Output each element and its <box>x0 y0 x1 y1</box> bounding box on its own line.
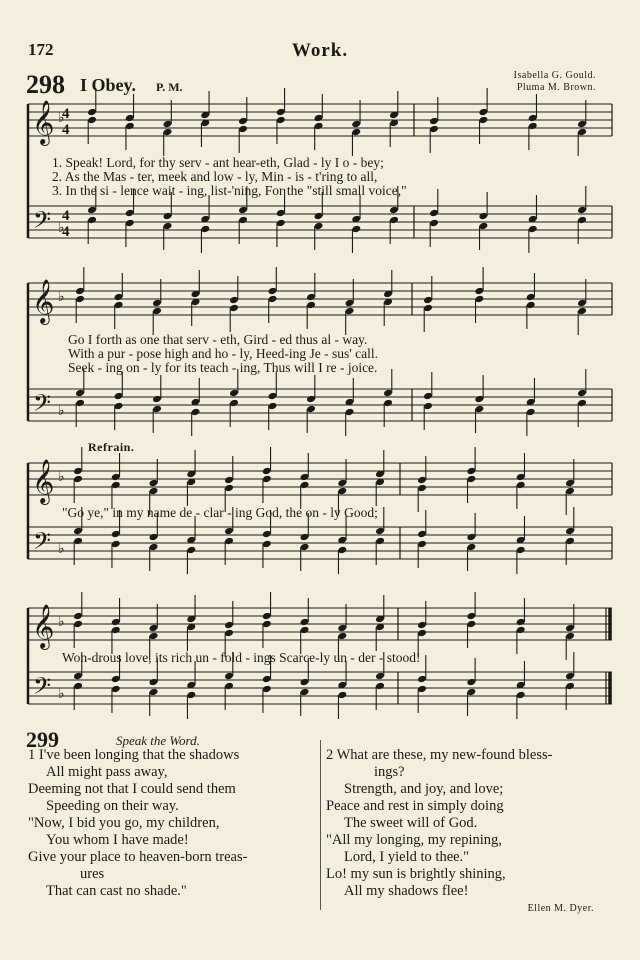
bass-clef: 𝄢 <box>33 389 52 422</box>
flat-sign: ♭ <box>58 110 65 126</box>
flat-sign: ♭ <box>58 686 65 702</box>
flat-sign: ♭ <box>58 469 65 485</box>
time-signature: 4 <box>62 224 70 240</box>
verse-line: Lo! my sun is brightly shining, <box>326 866 506 882</box>
verse-line: All might pass away, <box>46 764 168 780</box>
verse-line: Peace and rest in simply doing <box>326 798 504 814</box>
verse-line: Lord, I yield to thee." <box>344 849 470 865</box>
hymn-299-number: 299 <box>26 727 59 752</box>
bass-clef: 𝄢 <box>33 672 52 705</box>
verse-line: Give your place to heaven-born treas- <box>28 849 248 865</box>
verse-line: Deeming not that I could send them <box>28 781 236 797</box>
refrain-label: Refrain. <box>88 440 135 454</box>
verse-line: You whom I have made! <box>46 832 189 848</box>
time-signature: 4 <box>62 208 70 224</box>
words-author: Isabella G. Gould. <box>513 70 596 81</box>
flat-sign: ♭ <box>58 220 65 236</box>
hymn-298-meter: P. M. <box>156 80 183 94</box>
flat-sign: ♭ <box>58 614 65 630</box>
lyric-line: With a pur - pose high and ho - ly, Heed-ing Je - sus' call. <box>68 346 378 361</box>
verse-line: ings? <box>374 764 405 780</box>
treble-clef: 𝄞 <box>32 459 55 503</box>
bass-clef: 𝄢 <box>33 206 52 239</box>
lyric-line: Won-drous love, its rich un - fold - ings Scarce-ly un - der - stood! <box>62 650 421 665</box>
lyric-line: 3. In the si - lence wait - ing, list-'ning, For the "still small voice," <box>52 183 407 198</box>
flat-sign: ♭ <box>58 541 65 557</box>
verse-line: All my shadows flee! <box>344 883 469 899</box>
music-composer: Pluma M. Brown. <box>516 82 596 93</box>
verse-line: 2 What are these, my new-found bless- <box>326 747 553 763</box>
verse-line: That can cast no shade." <box>46 883 187 899</box>
verse-line: The sweet will of God. <box>344 815 478 831</box>
lyric-line: Go I forth as one that serv - eth, Gird - ed thus al - way. <box>68 332 368 347</box>
verse-line: 1 I've been longing that the shadows <box>28 747 240 763</box>
column-divider <box>320 740 321 910</box>
bass-clef: 𝄢 <box>33 527 52 560</box>
lyric-line: 2. As the Mas - ter, meek and low - ly, Min - is - t'ring to all, <box>52 169 378 184</box>
flat-sign: ♭ <box>58 403 65 419</box>
verse-line: ures <box>80 866 105 882</box>
verse-line: Speeding on their way. <box>46 798 179 814</box>
verse-line: "All my longing, my repining, <box>326 832 502 848</box>
treble-clef: 𝄞 <box>32 604 55 648</box>
time-signature: 4 <box>62 106 70 122</box>
lyric-line: 1. Speak! Lord, for thy serv - ant hear-eth, Glad - ly I o - bey; <box>52 155 384 170</box>
time-signature: 4 <box>62 122 70 138</box>
flat-sign: ♭ <box>58 289 65 305</box>
lyric-line: "Go ye," in my name de - clar - ing God, the on - ly Good; <box>62 505 378 520</box>
treble-clef: 𝄞 <box>32 100 55 144</box>
lyric-line: Seek - ing on - ly for its teach - ing, Thus will I re - joice. <box>68 360 378 375</box>
hymn-298-title: I Obey. <box>80 75 137 95</box>
hymn-299-author: Ellen M. Dyer. <box>527 903 594 914</box>
verse-line: "Now, I bid you go, my children, <box>28 815 220 831</box>
running-head: Work. <box>291 40 349 61</box>
verse-line: Strength, and joy, and love; <box>344 781 504 797</box>
hymn-298-number: 298 <box>26 70 65 99</box>
hymn-299-title: Speak the Word. <box>116 733 200 748</box>
treble-clef: 𝄞 <box>32 279 55 323</box>
page-number: 172 <box>28 40 54 59</box>
